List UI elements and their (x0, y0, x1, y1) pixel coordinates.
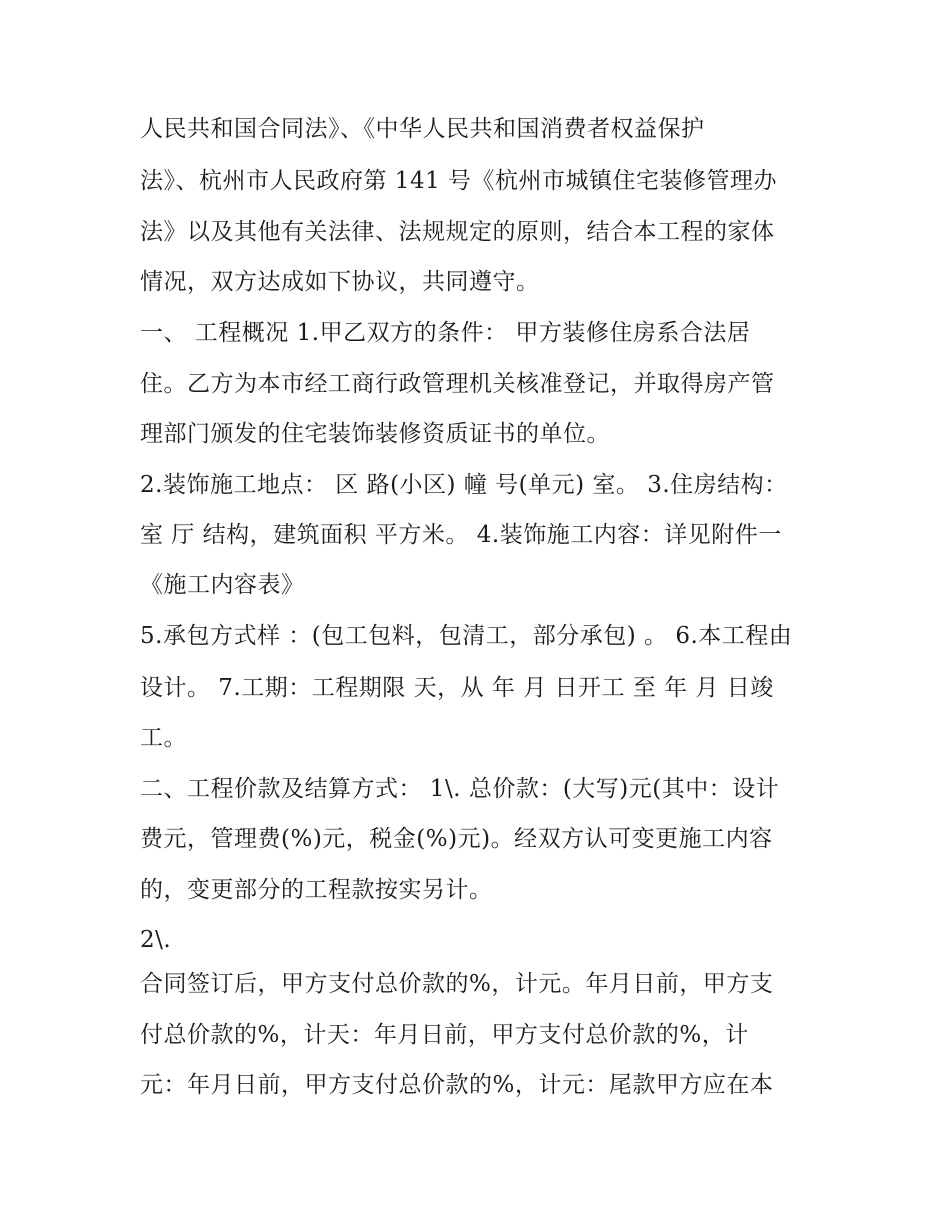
text-line: 的，变更部分的工程款按实另计。 (140, 877, 493, 903)
text-line: 付总价款的%，计天：年月日前，甲方支付总价款的%，计 (140, 1022, 749, 1048)
text-line: 情况，双方达成如下协议，共同遵守。 (140, 269, 540, 295)
text-line: 一、 工程概况 1.甲乙双方的条件： 甲方装修住房系合法居 (140, 320, 751, 346)
text-line: 元：年月日前，甲方支付总价款的%，计元：尾款甲方应在本 (140, 1072, 774, 1098)
text-line: 法》、杭州市人民政府第 141 号《杭州市城镇住宅装修管理办 (140, 168, 778, 194)
text-line: 费元，管理费(%)元，税金(%)元)。经双方认可变更施工内容 (140, 826, 773, 852)
text-line: 人民共和国合同法》、《中华人民共和国消费者权益保护 (140, 116, 705, 142)
text-line: 《施工内容表》 (140, 572, 305, 598)
text-line: 合同签订后，甲方支付总价款的%，计元。年月日前，甲方支 (140, 971, 774, 997)
text-line: 法》以及其他有关法律、法规规定的原则，结合本工程的家体 (140, 219, 775, 245)
text-line: 2\. (140, 927, 172, 953)
text-line: 5.承包方式样 ：(包工包料，包清工，部分承包) 。 6.本工程由 (140, 623, 793, 649)
text-line: 2.装饰施工地点： 区 路(小区) 幢 号(单元) 室。 3.住房结构： (140, 472, 788, 498)
text-line: 理部门颁发的住宅装饰装修资质证书的单位。 (140, 421, 610, 447)
text-line: 室 厅 结构，建筑面积 平方米。 4.装饰施工内容：详见附件一 (140, 522, 782, 548)
text-line: 住。乙方为本市经工商行政管理机关核准登记，并取得房产管 (140, 371, 775, 397)
text-line: 工。 (140, 725, 187, 751)
text-line: 二、工程价款及结算方式： 1\. 总价款：(大写)元(其中：设计 (140, 776, 780, 802)
text-line: 设计。 7.工期：工程期限 天，从 年 月 日开工 至 年 月 日竣 (140, 675, 774, 701)
